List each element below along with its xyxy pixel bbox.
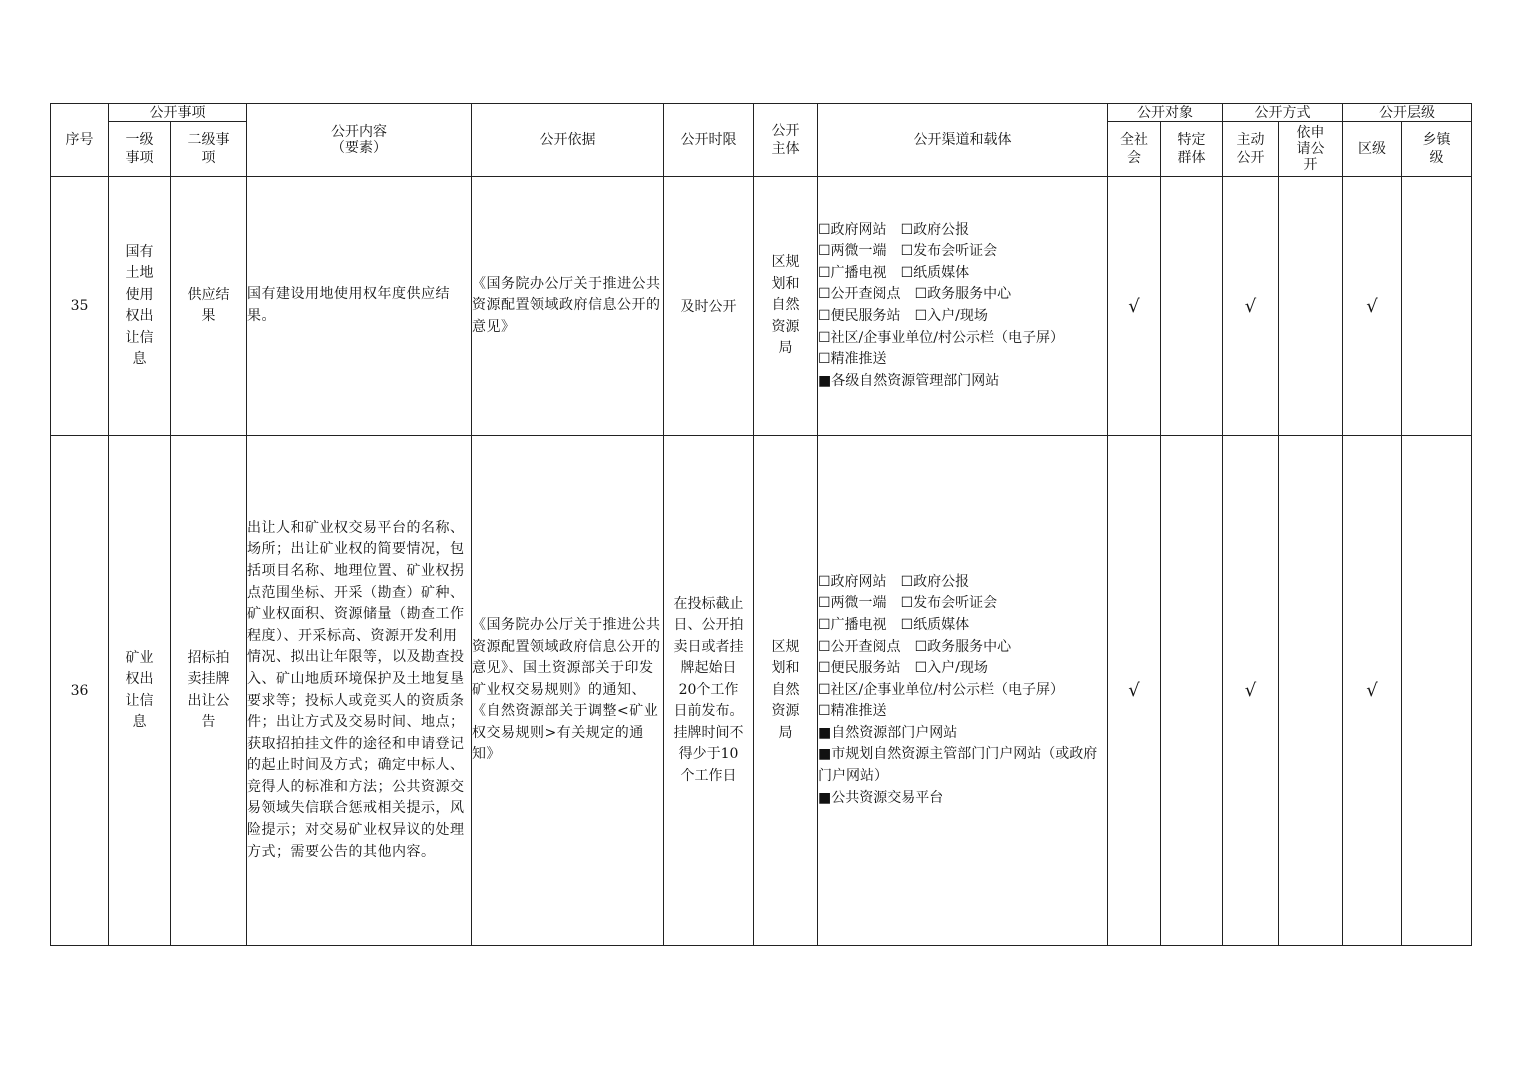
- header-method-request: 依申请公开: [1279, 122, 1343, 177]
- check-level-district: √: [1343, 177, 1402, 436]
- header-method-active: 主动公开: [1223, 122, 1279, 177]
- check-level-town: [1402, 177, 1472, 436]
- header-target-all: 全社会: [1108, 122, 1161, 177]
- check-method-request: [1279, 436, 1343, 946]
- channel-bulletin: ☐社区/企事业单位/村公示栏（电子屏）: [818, 681, 1064, 698]
- channel-line: ☐公开查阅点 ☐政务服务中心: [818, 286, 1012, 303]
- row-time-limit: 及时公开: [664, 177, 754, 436]
- header-basis: 公开依据: [472, 104, 664, 177]
- check-method-request: [1279, 177, 1343, 436]
- check-method-active: √: [1223, 177, 1279, 436]
- channel-extra: ■市规划自然资源主管部门门户网站（或政府门户网站）: [818, 746, 1098, 785]
- row-level2: 供应结果: [171, 177, 247, 436]
- header-subject-text: 公开主体: [771, 123, 800, 157]
- disclosure-table: [50, 103, 1472, 946]
- row-channels: [818, 436, 1108, 946]
- channel-line: ☐便民服务站 ☐入户/现场: [818, 308, 988, 324]
- table-row: [51, 436, 1472, 946]
- channel-line: ☐广播电视 ☐纸质媒体: [818, 264, 970, 281]
- header-row-1: [51, 104, 1472, 122]
- check-target-all: √: [1108, 436, 1161, 946]
- row-time-limit: 在投标截止日、公开拍卖日或者挂牌起始日20个工作日前发布。挂牌时间不得少于10个工作日: [664, 436, 754, 946]
- row-subject: 区规划和自然资源局: [754, 436, 818, 946]
- channel-line: ☐广播电视 ☐纸质媒体: [818, 616, 970, 633]
- channel-line: ☐政府网站 ☐政府公报: [818, 573, 970, 590]
- check-target-specific: [1161, 177, 1223, 436]
- row-channels: [818, 177, 1108, 436]
- header-channels: 公开渠道和载体: [818, 104, 1108, 177]
- header-level-town: 乡镇级: [1402, 122, 1472, 177]
- check-target-all: √: [1108, 177, 1161, 436]
- channel-precise-push: ☐精准推送: [818, 703, 887, 720]
- channel-precise-push: ☐精准推送: [818, 351, 887, 368]
- check-method-active: √: [1223, 436, 1279, 946]
- channel-line: ☐公开查阅点 ☐政务服务中心: [818, 638, 1012, 655]
- row-seq: 35: [51, 177, 109, 436]
- header-level: 公开层级: [1343, 104, 1472, 122]
- check-target-specific: [1161, 436, 1223, 946]
- header-public-items: 公开事项: [109, 104, 247, 122]
- channel-extra: ■公共资源交易平台: [818, 789, 944, 806]
- header-time-limit: 公开时限: [664, 104, 754, 177]
- channel-extra: ■自然资源部门户网站: [818, 724, 958, 741]
- header-content: [247, 104, 472, 177]
- channel-extra: ■各级自然资源管理部门网站: [818, 372, 1000, 389]
- channel-line: ☐政府网站 ☐政府公报: [818, 221, 970, 238]
- row-subject: 区规划和自然资源局: [754, 177, 818, 436]
- header-level1: 一级事项: [109, 122, 171, 177]
- header-level-district: 区级: [1343, 122, 1402, 177]
- table-row: [51, 177, 1472, 436]
- header-target-specific: 特定群体: [1161, 122, 1223, 177]
- header-target: 公开对象: [1108, 104, 1223, 122]
- header-method: 公开方式: [1223, 104, 1343, 122]
- row-level1: 矿业权出让信息: [109, 436, 171, 946]
- row-level1: 国有土地使用权出让信息: [109, 177, 171, 436]
- check-level-district: √: [1343, 436, 1402, 946]
- channel-line: ☐两微一端 ☐发布会听证会: [818, 595, 998, 612]
- row-seq: 36: [51, 436, 109, 946]
- header-content-main: 公开内容: [331, 124, 387, 140]
- header-level2: 二级事项: [171, 122, 247, 177]
- header-content-sub: （要素）: [331, 140, 387, 156]
- header-subject: [754, 104, 818, 177]
- row-content: 国有建设用地使用权年度供应结果。: [247, 177, 472, 436]
- row-basis: 《国务院办公厅关于推进公共资源配置领域政府信息公开的意见》、国土资源部关于印发矿业权交易规则》的通知、《自然资源部关于调整<矿业权交易规则>有关规定的通知》: [472, 436, 664, 946]
- channel-line: ☐便民服务站 ☐入户/现场: [818, 660, 988, 677]
- header-seq: 序号: [51, 104, 109, 177]
- row-content: 出让人和矿业权交易平台的名称、场所；出让矿业权的简要情况，包括项目名称、地理位置、矿业权拐点范围坐标、开采（勘查）矿种、矿业权面积、资源储量（勘查工作程度）、开采标高、资源开发利用情况、拟出让年限等，以及勘查投入、矿山地质环境保护及土地复垦要求等；投标人或竞买人的资质条件；出让方式及交易时间、地点；获取招拍挂文件的途径和申请登记的起止时间及方式；确定中标人、竞得人的标准和方法；公共资源交易领域失信联合惩戒相关提示，风险提示；对交易矿业权异议的处理方式；需要公告的其他内容。: [247, 436, 472, 946]
- channel-bulletin: ☐社区/企事业单位/村公示栏（电子屏）: [818, 329, 1064, 346]
- check-level-town: [1402, 436, 1472, 946]
- channel-line: ☐两微一端 ☐发布会听证会: [818, 243, 998, 260]
- row-level2: 招标拍卖挂牌出让公告: [171, 436, 247, 946]
- row-basis: 《国务院办公厅关于推进公共资源配置领域政府信息公开的意见》: [472, 177, 664, 436]
